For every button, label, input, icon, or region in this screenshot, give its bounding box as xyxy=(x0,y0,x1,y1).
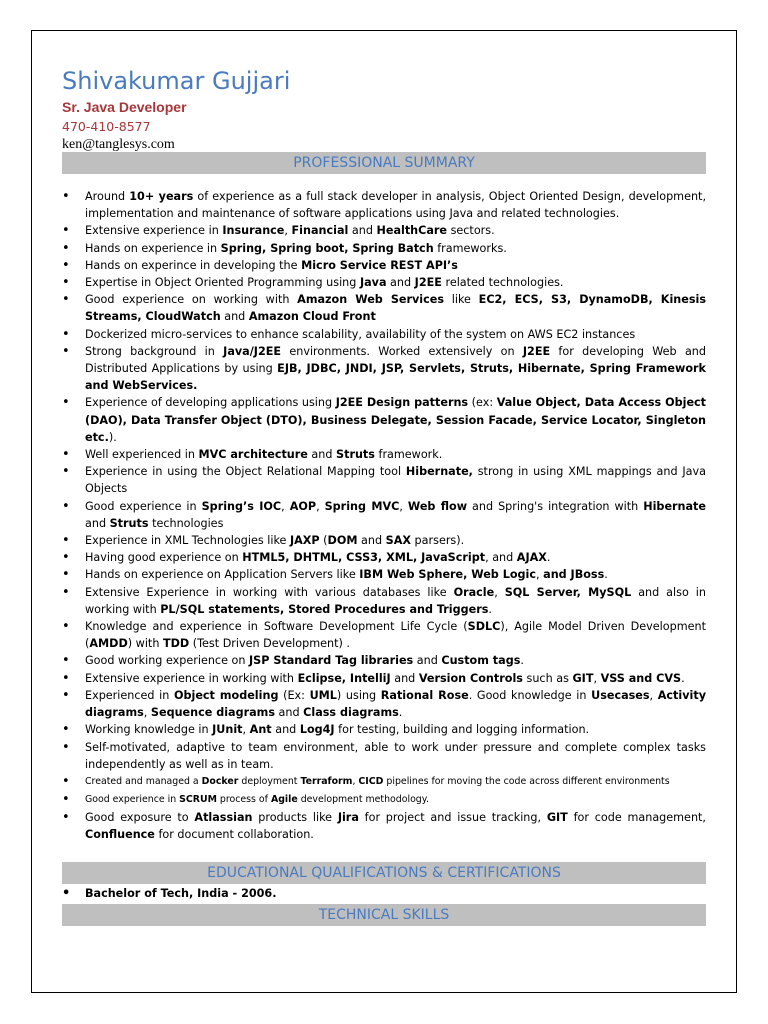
summary-item-bold-text: Terraform xyxy=(300,775,353,787)
summary-item-bold-text: Struts xyxy=(109,516,149,530)
summary-item-bold-text: Docker xyxy=(201,775,239,787)
summary-item-text: Good experience on working with xyxy=(85,293,298,307)
summary-item-text: Having good experience on xyxy=(85,551,243,565)
summary-item-text: pipelines for moving the code across different environments xyxy=(383,775,670,787)
section-header-education: EDUCATIONAL QUALIFICATIONS & CERTIFICATIONS xyxy=(62,862,706,884)
summary-item-text: Hands on experience on Application Servers like xyxy=(85,568,360,582)
summary-item xyxy=(62,394,706,446)
summary-item xyxy=(62,687,706,721)
summary-item-text: and xyxy=(357,534,386,548)
summary-list xyxy=(62,188,706,843)
summary-item-bold-text: GIT xyxy=(546,810,568,824)
summary-item-bold-text: SCRUM xyxy=(179,793,217,805)
summary-item xyxy=(62,188,706,222)
summary-item-text: . xyxy=(398,706,403,720)
summary-item-bold-text: AOP xyxy=(289,499,317,513)
summary-item-text: Hands on experience in xyxy=(85,241,221,255)
summary-item-text: Good experience in xyxy=(85,499,202,513)
summary-item-text: process of xyxy=(216,793,271,805)
summary-item-text: . xyxy=(681,671,685,685)
summary-item-text: . xyxy=(520,654,524,668)
summary-item-bold-text: Spring’s IOC xyxy=(201,499,282,513)
summary-item-text: Extensive experience in xyxy=(85,224,223,238)
summary-item-text: (ex: xyxy=(468,396,497,410)
summary-item xyxy=(62,291,706,325)
summary-item-bold-text: Hibernate, xyxy=(405,465,473,479)
summary-item-text: Self-motivated, adaptive to team environment, able to work under pressure and complete complex tasks independently as well as in team. xyxy=(85,740,706,771)
summary-item-bold-text: Confluence xyxy=(85,828,155,842)
summary-item-text: Created and managed a xyxy=(85,775,202,787)
summary-item-text: related technologies. xyxy=(441,276,564,290)
summary-item xyxy=(62,549,706,566)
summary-item-bold-text: JUnit xyxy=(212,723,243,737)
summary-item-text: Hands on experince in developing the xyxy=(85,258,302,272)
summary-item-bold-text: J2EE Design patterns xyxy=(335,396,469,410)
summary-item-text: Strong background in xyxy=(85,344,224,358)
summary-item-text: Experienced in xyxy=(85,688,174,702)
summary-item-text: for code management, xyxy=(567,810,706,824)
summary-item-bold-text: Custom tags xyxy=(441,654,521,668)
summary-item-bold-text: Java xyxy=(359,276,387,290)
section-header-technical-skills: TECHNICAL SKILLS xyxy=(62,904,706,926)
summary-item-text: Around xyxy=(85,190,130,203)
summary-item-bold-text: JSP Standard Tag libraries xyxy=(249,654,414,668)
summary-item-text: , xyxy=(281,499,290,513)
summary-item-bold-text: Java/J2EE xyxy=(223,344,282,358)
summary-item xyxy=(62,584,706,618)
summary-item xyxy=(62,343,706,395)
summary-item-bold-text: Ant xyxy=(249,723,272,737)
summary-item-text: . xyxy=(546,551,551,565)
summary-item-bold-text: Log4J xyxy=(299,723,335,737)
summary-item-bold-text: Activity diagrams xyxy=(85,688,706,720)
summary-item-text: (Ex: xyxy=(278,688,310,702)
candidate-name: Shivakumar Gujjari xyxy=(62,67,291,95)
summary-item-text: Knowledge and experience in Software Development Life Cycle ( xyxy=(85,620,468,634)
summary-item xyxy=(62,652,706,669)
summary-item-bold-text: CICD xyxy=(358,775,384,787)
summary-item-bold-text: SQL Server, MySQL xyxy=(504,585,632,599)
summary-item-text: Extensive experience in working with xyxy=(85,671,298,685)
summary-item-bold-text: Hibernate xyxy=(643,499,706,513)
summary-item-text: and xyxy=(275,706,304,720)
summary-item-text: ). xyxy=(108,430,117,444)
summary-item-text: and Spring's integration with xyxy=(467,499,644,513)
summary-item-text: ( xyxy=(319,534,328,548)
summary-item-bold-text: Version Controls xyxy=(418,671,523,685)
summary-item-text: Experience of developing applications using xyxy=(85,396,336,410)
summary-item-text: , xyxy=(399,499,408,513)
summary-item-text: and xyxy=(413,654,442,668)
summary-item-text: . Good knowledge in xyxy=(468,688,592,702)
summary-item-bold-text: Amazon Web Services xyxy=(297,293,445,307)
summary-item-bold-text: Amazon Cloud Front xyxy=(248,310,376,324)
summary-item-text: Well experienced in xyxy=(85,448,199,462)
summary-item-text: Good exposure to xyxy=(85,810,195,824)
summary-item xyxy=(62,566,706,583)
summary-item-bold-text: Spring, Spring boot, Spring Batch xyxy=(220,241,434,255)
summary-item-text: . xyxy=(488,602,492,616)
section-header-summary: PROFESSIONAL SUMMARY xyxy=(62,152,706,174)
summary-item-text: Extensive Experience in working with various databases like xyxy=(85,585,454,599)
summary-item xyxy=(62,670,706,687)
summary-item-bold-text: and JBoss xyxy=(543,568,605,582)
summary-item-text: Working knowledge in xyxy=(85,723,213,737)
summary-item-text: , xyxy=(352,775,359,787)
summary-item xyxy=(62,274,706,291)
summary-item-bold-text: DOM xyxy=(327,534,358,548)
candidate-title: Sr. Java Developer xyxy=(62,99,187,115)
summary-item-bold-text: HTML5, DHTML, CSS3, XML, JavaScript xyxy=(242,551,486,565)
summary-item-bold-text: EJB, JDBC, JNDI, JSP, Servlets, Struts, Hibernate, Spring Framework and WebServices. xyxy=(85,362,706,393)
summary-item-text: Good experience in xyxy=(85,793,180,805)
summary-item-bold-text: AJAX xyxy=(516,551,547,565)
summary-item-text: Good working experience on xyxy=(85,654,249,668)
summary-item-bold-text: EC2, ECS, S3, DynamoDB, Kinesis Streams, CloudWatch xyxy=(85,293,706,324)
summary-item-bold-text: Struts xyxy=(336,448,375,462)
summary-item-bold-text: VSS and CVS xyxy=(600,671,682,685)
summary-item-text: such as xyxy=(522,671,573,685)
summary-item-text: ) with xyxy=(127,637,163,651)
summary-item-bold-text: IBM Web Sphere, Web Logic xyxy=(359,568,537,582)
summary-item-text: ) using xyxy=(336,688,381,702)
summary-item-bold-text: Insurance xyxy=(222,224,285,238)
summary-item-bold-text: SAX xyxy=(385,534,411,548)
summary-item-bold-text: UML xyxy=(309,688,337,702)
summary-item-text: , xyxy=(316,499,325,513)
summary-item-bold-text: Agile xyxy=(270,793,298,805)
education-item: • Bachelor of Tech, India - 2006. xyxy=(62,885,706,902)
summary-item-bold-text: JAXP xyxy=(289,534,320,548)
summary-item-bold-text: J2EE xyxy=(414,276,442,290)
summary-item-text: , and xyxy=(485,551,517,565)
summary-item xyxy=(62,739,706,773)
summary-item-text: of experience as a full stack developer in analysis, Object Oriented Design, development, implementation and maintenance of software applications using Java and related technologies. xyxy=(85,190,706,221)
summary-item-text: framework. xyxy=(374,448,443,462)
summary-item xyxy=(62,721,706,738)
summary-item-text: strong in using XML mappings and Java Objects xyxy=(85,465,706,496)
summary-item-bold-text: AMDD xyxy=(89,637,128,651)
education-list xyxy=(62,885,706,902)
summary-item-text: , xyxy=(649,688,658,702)
summary-item-bold-text: GIT xyxy=(572,671,594,685)
summary-item-text: for testing, building and logging information. xyxy=(334,723,590,737)
summary-item-text: Dockerized micro-services to enhance scalability, availability of the system on AWS EC2 instances xyxy=(85,327,636,341)
summary-item-text: (Test Driven Development) . xyxy=(189,637,350,651)
summary-item-text: and xyxy=(220,310,249,324)
summary-item-bold-text: J2EE xyxy=(522,344,551,358)
summary-item-text: Expertise in Object Oriented Programming using xyxy=(85,276,360,290)
summary-item-text: development methodology. xyxy=(297,793,429,805)
candidate-phone: 470-410-8577 xyxy=(62,119,151,134)
summary-item-text: . xyxy=(604,568,608,582)
summary-item-text: sectors. xyxy=(447,224,495,238)
summary-item-text: , xyxy=(536,568,544,582)
summary-item xyxy=(62,809,706,843)
summary-item-bold-text: Spring MVC xyxy=(324,499,400,513)
summary-item xyxy=(62,498,706,532)
resume-content xyxy=(62,64,706,926)
summary-item-bold-text: SDLC xyxy=(467,620,501,634)
summary-item-bold-text: Value Object, Data Access Object (DAO), Data Transfer Object (DTO), Business Delegate, Session Facade, Service Locator, Singleton etc. xyxy=(85,396,707,444)
summary-item-bold-text: 10+ years xyxy=(129,190,194,203)
summary-item-bold-text: Class diagrams xyxy=(303,706,399,720)
summary-item-text: , xyxy=(284,224,292,238)
summary-item-bold-text: Web flow xyxy=(407,499,468,513)
summary-item-text: and xyxy=(85,516,110,530)
summary-item-text: deployment xyxy=(238,775,301,787)
summary-item-text: frameworks. xyxy=(433,241,507,255)
summary-item-text: parsers). xyxy=(411,534,465,548)
summary-item-bold-text: Micro Service REST API’s xyxy=(301,258,458,272)
summary-item-text: , xyxy=(143,706,151,720)
summary-item-bold-text: Rational Rose xyxy=(380,688,469,702)
summary-item xyxy=(62,326,706,343)
summary-item xyxy=(62,222,706,239)
summary-item-text: and xyxy=(271,723,300,737)
summary-item-text: and xyxy=(348,224,377,238)
summary-item xyxy=(62,773,706,791)
summary-item-bold-text: Financial xyxy=(291,224,349,238)
summary-item-text: , xyxy=(593,671,601,685)
summary-item-bold-text: Jira xyxy=(337,810,359,824)
summary-item-text: ), Agile Model Driven Development ( xyxy=(85,620,706,651)
summary-item-bold-text: Oracle xyxy=(453,585,495,599)
summary-item-text: Experience in XML Technologies like xyxy=(85,534,290,548)
summary-item-text: for developing Web and Distributed Applications by using xyxy=(85,344,707,376)
summary-item-bold-text: PL/SQL statements, Stored Procedures and Triggers xyxy=(160,602,489,616)
summary-item-bold-text: TDD xyxy=(162,637,190,651)
summary-item-text: and xyxy=(386,276,415,290)
summary-item-text: technologies xyxy=(148,516,224,530)
summary-item-text: and xyxy=(390,671,419,685)
summary-item-bold-text: Object modeling xyxy=(173,688,279,702)
summary-item-text: Experience in using the Object Relational Mapping tool xyxy=(85,465,406,479)
candidate-email: ken@tanglesys.com xyxy=(62,137,175,152)
summary-item xyxy=(62,618,706,652)
summary-item-text: and also in working with xyxy=(85,585,706,616)
summary-item-text: , xyxy=(494,585,505,599)
summary-item xyxy=(62,446,706,463)
summary-item xyxy=(62,240,706,257)
summary-item-bold-text: HealthCare xyxy=(376,224,448,238)
summary-item-text: for document collaboration. xyxy=(154,828,314,842)
summary-item-bold-text: Eclipse, IntelliJ xyxy=(297,671,391,685)
summary-item xyxy=(62,463,706,497)
summary-item-text: environments. Worked extensively on xyxy=(281,344,523,358)
summary-item-bold-text: MVC architecture xyxy=(198,448,308,462)
summary-item-bold-text: Sequence diagrams xyxy=(150,706,275,720)
summary-item-bold-text: Usecases xyxy=(591,688,650,702)
summary-item-bold-text: Atlassian xyxy=(194,810,253,824)
summary-item-text: and xyxy=(307,448,337,462)
summary-item-text: products like xyxy=(252,810,338,824)
summary-item-text: like xyxy=(444,293,479,307)
summary-item xyxy=(62,532,706,549)
summary-item xyxy=(62,257,706,274)
summary-item-text: for project and issue tracking, xyxy=(358,810,547,824)
summary-item xyxy=(62,791,706,809)
summary-item-text: , xyxy=(242,723,250,737)
